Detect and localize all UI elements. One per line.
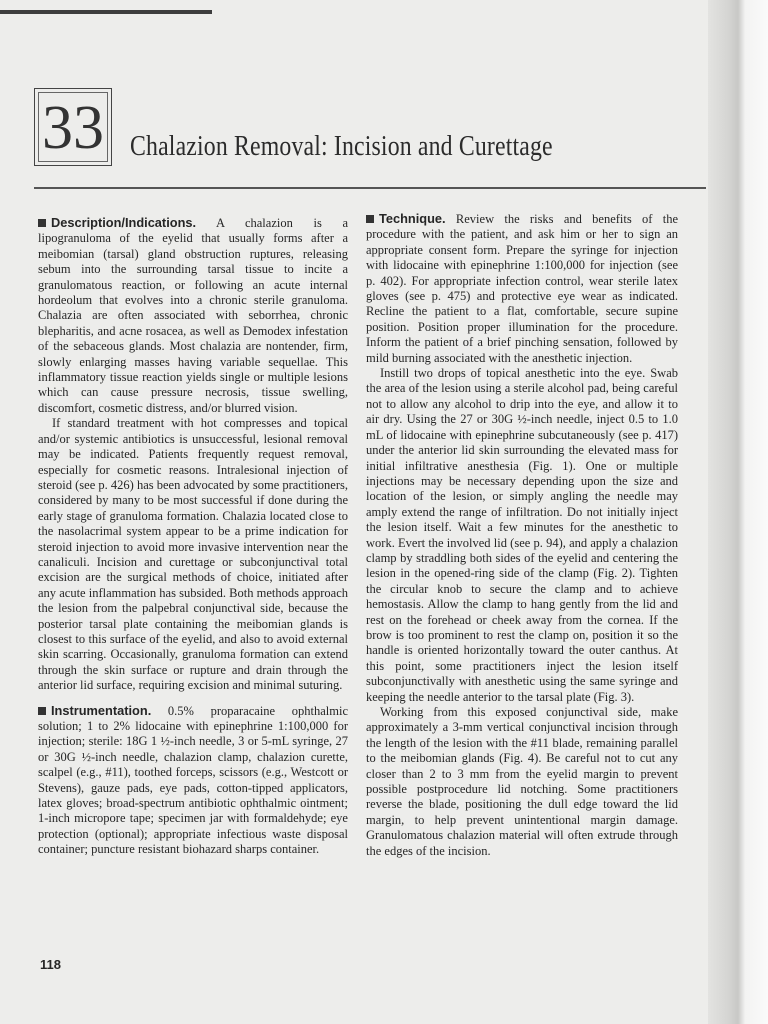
chapter-title: Chalazion Removal: Incision and Curettage (130, 130, 553, 162)
section-bullet-icon (38, 707, 46, 715)
instrumentation-heading: Instrumentation. (51, 702, 152, 718)
instrumentation-text: 0.5% proparacaine ophthalmic solution; 1 to 2% lidocaine with epinephrine 1:100,000 for injection; sterile: 18G 1 ½-inch needle, 3 or 5-mL syringe, 27 or 30G ½-inch needle, chalazion clamp, chalazion curette, scalpel (e.g., #11), toothed forceps, scissors (e.g., Westcott or Stevens), gauze pads, eye pads, cotton-tipped applicators, latex gloves; broad-spectrum antibiotic ophthalmic ointment; 1-inch micropore tape; specimen jar with formaldehyde; eye protection (optional); appropriate infectious waste disposal container; puncture resistant biohazard sharps container. (38, 703, 348, 857)
instrumentation-paragraph (38, 703, 348, 858)
description-paragraph-1 (38, 215, 348, 416)
page-number: 118 (40, 957, 61, 972)
technique-paragraph-3: Working from this exposed conjunctival side, make approximately a 3-mm vertical conjunctival incision through the length of the lesion with the #11 blade, remaining parallel to the meibomian glands (Fig. 4). Be careful not to cut any closer than 2 to 3 mm from the eyelid margin to prevent possible postprocedure lid notching. Some practitioners reverse the blade, positioning the dull edge toward the lid margin, to help prevent unintentional margin damage. Granulomatous chalazion material will often extrude through the edges of the incision. (366, 705, 678, 858)
left-column (38, 215, 348, 858)
description-heading: Description/Indications. (51, 215, 197, 230)
page-gutter-shadow (708, 0, 768, 1024)
right-column (366, 211, 678, 859)
chapter-number: 33 (42, 94, 104, 162)
technique-paragraph-1 (366, 211, 678, 366)
title-rule (34, 187, 706, 189)
technique-heading: Technique. (379, 211, 446, 226)
top-rule (0, 10, 212, 14)
technique-text-1: Review the risks and benefits of the procedure with the patient, and ask him or her to sign an appropriate consent form. Prepare the syringe for injection with lidocaine with epinephrine 1:100,000 for injection (see p. 402). For appropriate infection control, wear sterile latex gloves (see p. 475) and protective eye wear as indicated. Recline the patient to a flat, comfortable, secure supine position. Position proper illumination for the procedure. Inform the patient of a brief pinching sensation, followed by mild burning associated with the anesthetic injection. (366, 212, 679, 365)
description-text-1: A chalazion is a lipogranuloma of the eyelid that usually forms after a meibomian (tarsal) gland obstruction ruptures, releasing sebum into the surrounding tarsal tissue to incite a granulomatous reaction, or following an acute internal hordeolum that evolves into a chronic sterile granuloma. Chalazia are often associated with seborrhea, chronic blepharitis, and acne rosacea, as well as Demodex infestation of the sebaceous glands. Most chalazia are nontender, firm, slowly enlarging masses having variable sequellae. This inflammatory tissue reaction yields single or multiple lesions which can cause pressure necrosis, tissue swelling, discomfort, cosmetic distress, and/or blurred vision. (38, 216, 348, 415)
section-bullet-icon (38, 219, 46, 227)
technique-paragraph-2: Instill two drops of topical anesthetic into the eye. Swab the area of the lesion using a sterile alcohol pad, being careful not to allow any alcohol to drip into the eye, and allow it to air dry. Using the 27 or 30G ½-inch needle, inject 0.5 to 1.0 mL of lidocaine with epinephrine subcutaneously (see p. 417) under the anterior lid skin surrounding the elevated mass for initial infiltrative anesthesia (Fig. 1). One or multiple injections may be necessary depending upon the size and location of the lesion, or simply angling the needle may amply extend the range of infiltration. Do not initially inject the lesion itself. Wait a few minutes for the anesthetic to work. Evert the involved lid (see p. 94), and apply a chalazion clamp by straddling both sides of the eyelid and centering the lesion in the opened-ring side of the clamp (Fig. 2). Tighten the circular knob to secure the clamp and to achieve hemostasis. Allow the clamp to hang gently from the lid and rest on the forehead or cheek away from the cornea. If the brow is too prominent to rest the clamp on, position it so the handle is oriented horizontally toward the outer canthus. At this point, some practitioners inject the lesion itself subconjunctivally with anesthetic using the same syringe and keeping the needle anterior to the tarsal plate (Fig. 3). (366, 366, 678, 704)
description-paragraph-2: If standard treatment with hot compresses and topical and/or systemic antibiotics is unsuccessful, lesional removal may be indicated. Patients frequently request removal, especially for cosmetic reasons. Intralesional injection of steroid (see p. 426) has been advocated by some practitioners, considered by many to be most successful if done during the early stage of granuloma formation. Chalazia located close to the nasolacrimal system appear to be a prime indication for steroid injection to avoid more invasive intervention near the canaliculi. Incision and curettage or subconjunctival total excision are the surgical methods of choice, initiated after any acute inflammation has subsided. Both methods approach the lesion from the palpebral conjunctival side, because the posterior tarsal plate containing the meibomian glands is closest to this surface of the eyelid, and also to avoid external skin scarring. Occasionally, granuloma formation can extend through the skin surface or rupture and drain through the anterior lid surface, requiring excision and minimal suturing. (38, 416, 348, 693)
section-bullet-icon (366, 215, 374, 223)
chapter-number-box (34, 88, 112, 166)
